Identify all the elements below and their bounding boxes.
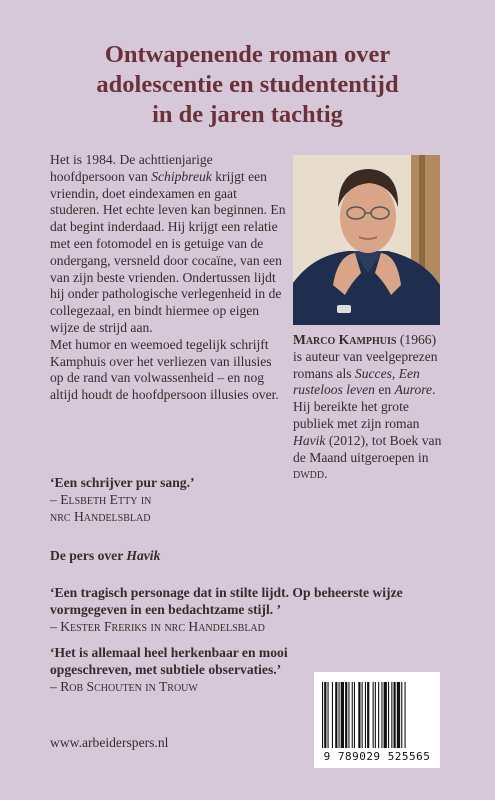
- book-title: Schipbreuk: [151, 168, 212, 184]
- barcode-bar: [341, 682, 344, 748]
- barcode-bar: [335, 682, 337, 748]
- author-bio: [293, 332, 443, 483]
- bio-text: .: [324, 466, 328, 482]
- quote-source: – Kester Freriks in nrc Handelsblad: [50, 618, 265, 634]
- barcode-bar: [332, 682, 333, 748]
- quote-source: – Elsbeth Etty in: [50, 491, 152, 507]
- author-photo: [293, 155, 440, 325]
- barcode-bar: [373, 682, 374, 748]
- blurb: [50, 152, 288, 404]
- bio-text: [293, 332, 443, 483]
- barcode-bars: [314, 672, 440, 752]
- barcode-bar: [362, 682, 363, 748]
- author-portrait-image: [293, 155, 440, 325]
- barcode-bar: [354, 682, 355, 748]
- title-line-2: adolescentie en studententijd: [96, 71, 399, 98]
- isbn-number: 9 789029 525565: [323, 750, 431, 763]
- bio-text: en: [374, 382, 395, 398]
- barcode-bar: [367, 682, 369, 748]
- bio-text: (2012), tot Boek van de Maand uitgeroepen in: [293, 432, 442, 465]
- barcode-bar: [348, 682, 349, 748]
- barcode-bar: [401, 682, 402, 748]
- barcode-bar: [394, 682, 396, 748]
- barcode-bar: [358, 682, 360, 748]
- quote-1: [50, 475, 450, 525]
- barcode-bar: [345, 682, 347, 748]
- quote-source: nrc Handelsblad: [50, 508, 151, 524]
- blurb-text: Het is 1984. De achttienjarige hoofdpersoon van: [50, 152, 213, 184]
- quote-text: ‘Het is allemaal heel herkenbaar en mooi opgeschreven, met subtiele observaties.’: [50, 645, 288, 677]
- isbn-barcode: [314, 672, 440, 768]
- press-heading: [50, 548, 160, 565]
- bio-text: . Hij bereikte het grote publiek met zijn roman: [293, 382, 436, 431]
- quote-2: [50, 585, 450, 635]
- barcode-bar: [384, 682, 387, 748]
- quote-3: [50, 645, 305, 695]
- barcode-bar: [381, 682, 382, 748]
- book-title: Aurore: [394, 382, 433, 398]
- quote-text: ‘Een tragisch personage dat in stilte lijdt. Op beheerste wijze vormgegeven in een bedachtzame stijl. ’: [50, 585, 403, 617]
- book-title: Een rusteloos leven: [293, 365, 420, 398]
- bio-text: (1966) is auteur van veelgeprezen romans als: [293, 332, 438, 381]
- barcode-bar: [352, 682, 353, 748]
- book-title: Succes: [354, 365, 392, 381]
- barcode-bar: [365, 682, 366, 748]
- barcode-bar: [391, 682, 392, 748]
- barcode-bar: [328, 682, 329, 748]
- barcode-bar: [339, 682, 340, 748]
- blurb-paragraph-2: Met humor en weemoed tegelijk schrijft Kamphuis over het verliezen van illusies op de rand van volwassenheid – en nog altijd houdt de hoofdpersoon illusies over.: [50, 336, 279, 403]
- quote-source: – Rob Schouten in Trouw: [50, 678, 198, 694]
- publisher-website[interactable]: www.arbeiderspers.nl: [50, 735, 169, 750]
- blurb-paragraph-1: [50, 152, 288, 337]
- book-title: Havik: [293, 432, 326, 448]
- cover-title: [0, 40, 495, 130]
- title-line-1: Ontwapenende roman over: [104, 41, 391, 68]
- bio-text: dwdd: [293, 466, 325, 482]
- barcode-bar: [388, 682, 389, 748]
- barcode-bar: [405, 682, 406, 748]
- barcode-bar: [378, 682, 379, 748]
- barcode-bar: [397, 682, 400, 748]
- book-title: Havik: [126, 548, 161, 563]
- blurb-text: krijgt een vriendin, doet eindexamen en gaat studeren. Het echte leven kan beginnen. En dat begint inderdaad. Hij krijgt een relatie met een fotomodel en is getuige van de ondergang, versneld door cocaïne, van een van zijn beste vrienden. Ondertussen lijdt hij onder pathologische verlegenheid in de collegezaal, en bindt hiermee op eigen wijze de strijd aan.: [50, 168, 286, 335]
- barcode-bar: [324, 682, 326, 748]
- author-name: Marco Kamphuis: [293, 332, 397, 347]
- press-label: De pers over: [50, 548, 127, 563]
- quote-text: ‘Een schrijver pur sang.’: [50, 475, 195, 490]
- barcode-bar: [322, 682, 323, 748]
- title-line-3: in de jaren tachtig: [152, 101, 343, 128]
- barcode-bar: [375, 682, 376, 748]
- bio-text: ,: [391, 365, 399, 381]
